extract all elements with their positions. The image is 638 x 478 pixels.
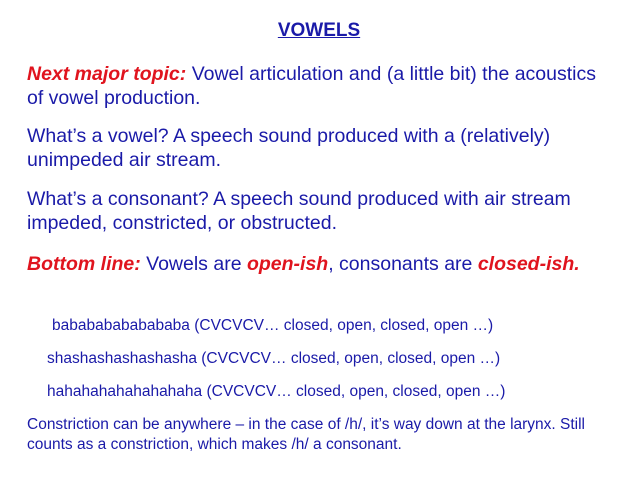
paragraph-next-topic (27, 62, 617, 110)
example-ha: hahahahahahahahaha (CVCVCV… closed, open, closed, open …) (47, 383, 506, 400)
slide-title: VOWELS (277, 20, 361, 41)
paragraph-consonant-definition: What’s a consonant? A speech sound produced with air stream impeded, constricted, or obstructed. (27, 188, 571, 234)
paragraph-vowel-definition: What’s a vowel? A speech sound produced with a (relatively) unimpeded air stream. (27, 125, 551, 171)
next-topic-label: Next major topic: (27, 63, 187, 85)
bottom-line-text-1: Vowels are (140, 253, 247, 275)
bottom-line-closed-ish: closed-ish. (477, 253, 580, 275)
example-sha: shashashashashasha (CVCVCV… closed, open, closed, open …) (47, 350, 501, 367)
bottom-line-open-ish: open-ish (246, 253, 329, 275)
bottom-line-text-2: , consonants are (328, 253, 478, 275)
next-topic-text: Vowel articulation and (a little bit) the acoustics of vowel production. (27, 63, 596, 109)
example-ba: babababababababa (CVCVCV… closed, open, closed, open …) (52, 317, 494, 334)
bottom-line-label: Bottom line: (27, 253, 141, 275)
paragraph-bottom-line (27, 252, 617, 276)
constriction-note: Constriction can be anywhere – in the case of /h/, it’s way down at the larynx. Still counts as a constriction, which makes /h/ a consonant. (27, 416, 585, 453)
